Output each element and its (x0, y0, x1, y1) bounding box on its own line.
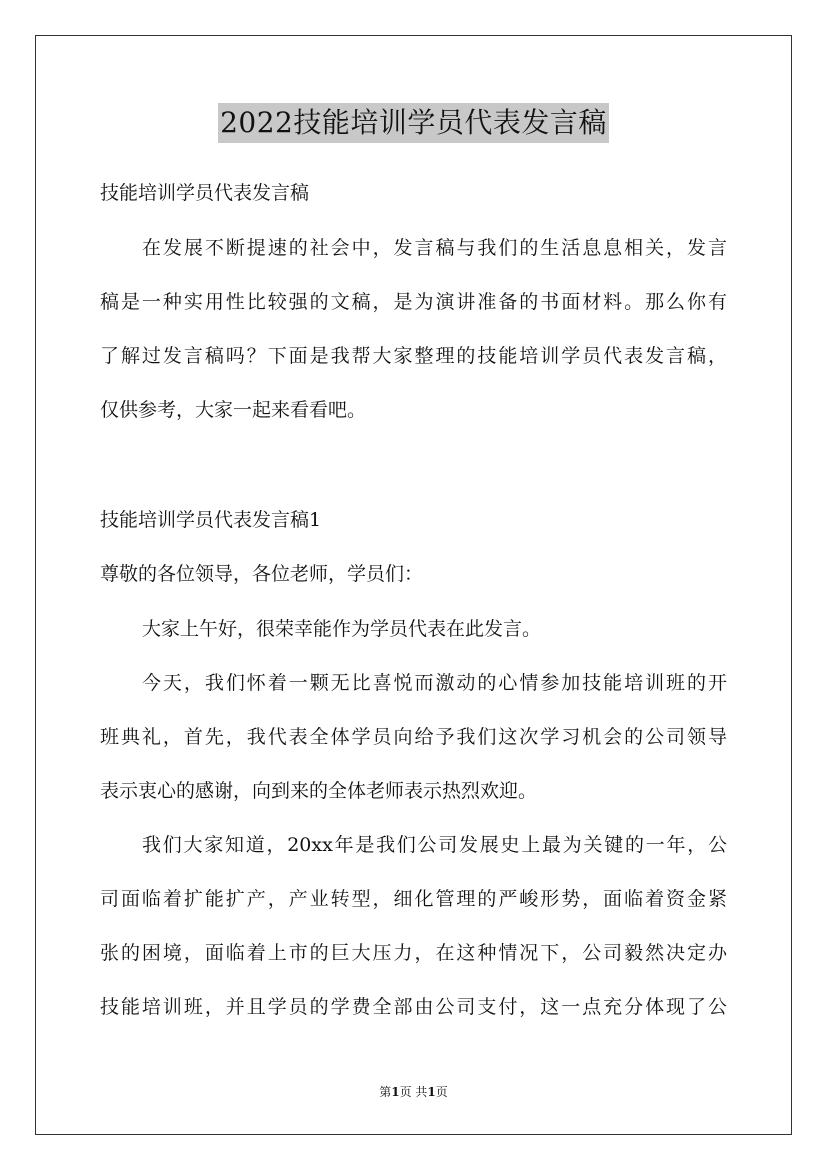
para3-line-2: 司面临着扩能扩产，产业转型，细化管理的严峻形势，面临着资金紧 (100, 888, 727, 910)
document-subtitle: 技能培训学员代表发言稿 (100, 182, 310, 204)
para2-line-1: 今天，我们怀着一颗无比喜悦而激动的心情参加技能培训班的开 (142, 672, 727, 694)
section-heading: 技能培训学员代表发言稿1 (100, 509, 322, 531)
title-container (0, 103, 827, 143)
para3-line-4: 技能培训班，并且学员的学费全部由公司支付，这一点充分体现了公 (100, 996, 727, 1018)
para2-line-2: 班典礼，首先，我代表全体学员向给予我们这次学习机会的公司领导 (100, 726, 727, 748)
intro-line-4: 仅供参考，大家一起来看看吧。 (100, 399, 367, 421)
salutation: 尊敬的各位领导，各位老师，学员们： (100, 563, 424, 585)
intro-line-3: 了解过发言稿吗？下面是我帮大家整理的技能培训学员代表发言稿， (100, 345, 727, 367)
intro-line-1: 在发展不断提速的社会中，发言稿与我们的生活息息相关，发言 (142, 237, 727, 259)
para3-line-3: 张的困境，面临着上市的巨大压力，在这种情况下，公司毅然决定办 (100, 942, 727, 964)
para2-line-3: 表示衷心的感谢，向到来的全体老师表示热烈欢迎。 (100, 780, 538, 802)
para3-line-1: 我们大家知道，20xx年是我们公司发展史上最为关键的一年，公 (142, 834, 727, 856)
footer-page-number: 1 (391, 1085, 400, 1099)
footer-page-prefix: 第 (379, 1085, 392, 1099)
footer-page-suffix: 页 (435, 1085, 448, 1099)
greeting-line: 大家上午好，很荣幸能作为学员代表在此发言。 (142, 618, 542, 640)
intro-line-2: 稿是一种实用性比较强的文稿，是为演讲准备的书面材料。那么你有 (100, 291, 727, 313)
page-footer (0, 1084, 827, 1100)
document-title: 2022技能培训学员代表发言稿 (218, 103, 609, 143)
footer-page-mid: 页 共 (399, 1085, 428, 1099)
footer-page-total: 1 (427, 1085, 436, 1099)
